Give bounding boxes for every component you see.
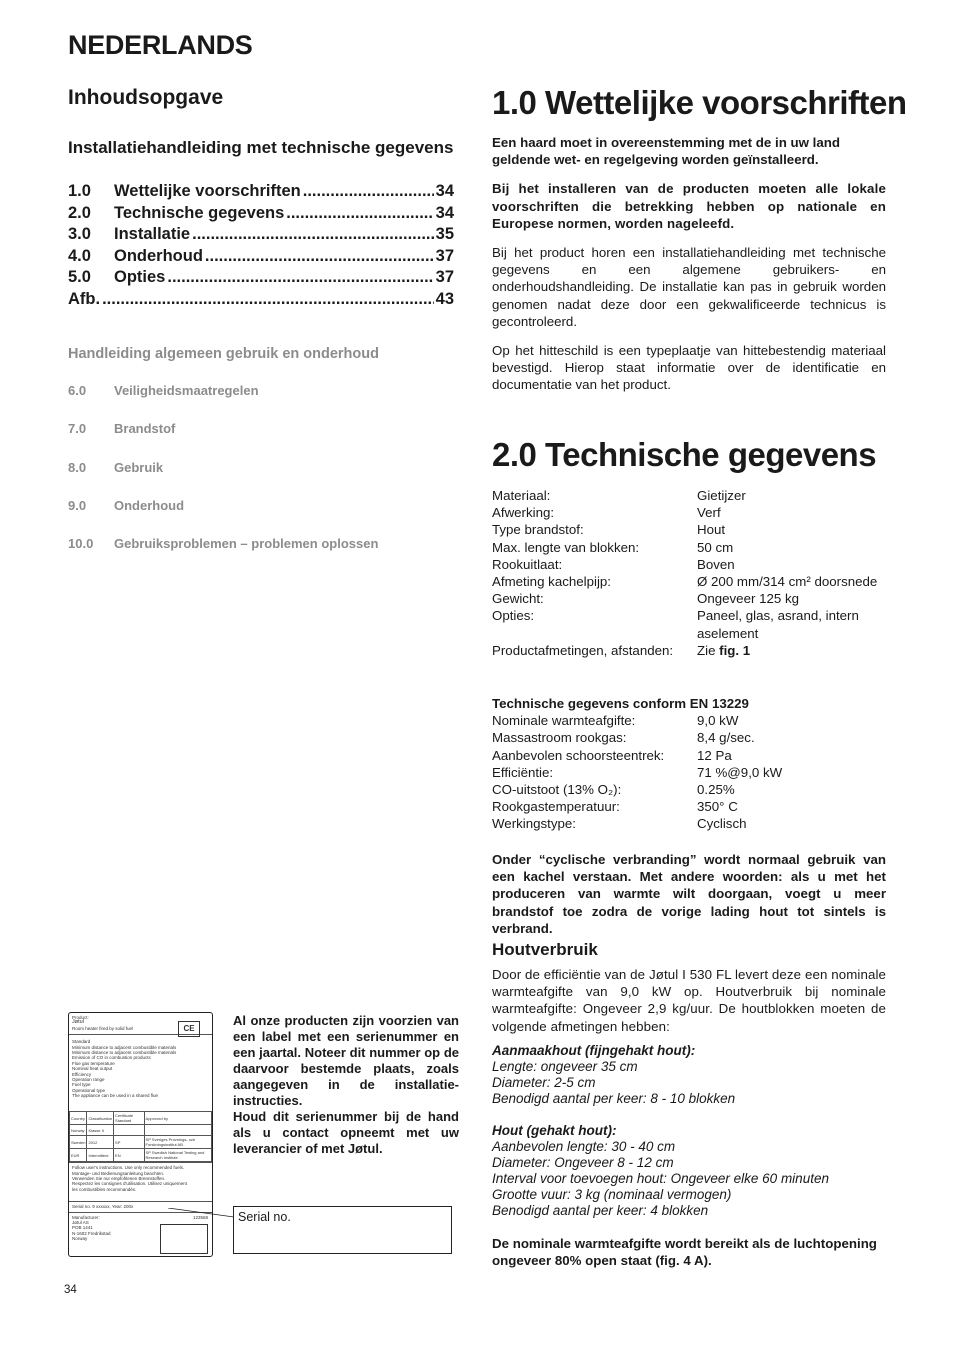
label-standards: Standard Minimum distance to adjacent combustible materials Minimum distance to adjacent combustible materials Emission of CO in combustion products Flue gas temperature Nominal heat output Efficiency Operation range Fuel type Operational type The appliance can be used in a shared flue (69, 1034, 212, 1111)
wood-line: Diameter: Ongeveer 8 - 12 cm (492, 1155, 674, 1170)
toc-item-num: 1.0 (68, 182, 91, 200)
spec-row: Efficiëntie: 71 %@9,0 kW (492, 764, 783, 780)
toc-item[interactable] (68, 247, 454, 269)
toc-list (68, 182, 454, 311)
spec-row: Massastroom rookgas: 8,4 g/sec. (492, 730, 755, 746)
section1-p2: Bij het installeren van de producten moeten alle lokale voorschriften die betrekking hebben op nationale en Europese normen, worden nageleefd. (492, 181, 886, 231)
general-toc-item[interactable] (68, 460, 378, 498)
toc-item-num: 2.0 (68, 203, 91, 222)
wood-line: Benodigd aantal per keer: 4 blokken (492, 1203, 709, 1218)
section1-p3: Bij het product horen een installatiehandleiding met technische gegevens en een algemene gebruikers- en onderhoudshandleiding. De installatie kan pas in gebruik worden genomen nadat deze door een gekwalificeerde technicus is gecontroleerd. (492, 245, 886, 329)
kindling-line: Diameter: 2-5 cm (492, 1075, 596, 1090)
language-heading: NEDERLANDS (68, 30, 253, 60)
general-toc-title: Veiligheidsmaatregelen (114, 383, 259, 398)
section2-title: 2.0 Technische gegevens (492, 436, 877, 473)
general-toc-item[interactable] (68, 498, 378, 536)
general-toc-num: 7.0 (68, 421, 87, 437)
spec-row: Rookuitlaat: Boven (492, 556, 735, 572)
wood-line: Aanbevolen lengte: 30 - 40 cm (492, 1139, 676, 1154)
wood-block (492, 1123, 886, 1219)
wood-line: Interval voor toevoegen hout: Ongeveer elke 60 minuten (492, 1171, 829, 1186)
serial-info-text: Al onze producten zijn voorzien van een label met een serienummer en een jaartal. Noteer dit nummer op de daarvoor bestemde plaats, zoals aangegeven in de installatie-instructies. Houd dit serienummer bij de hand als u contact opneemt met uw leverancier of met Jøtul. (233, 1013, 459, 1156)
spec-row: Nominale warmteafgifte: 9,0 kW (492, 713, 739, 729)
toc-item-page: 37 (435, 246, 454, 265)
label-inner-box (160, 1224, 208, 1254)
houtverbruik-intro: Door de efficiëntie van de Jøtul I 530 FL levert deze een nominale warmteafgifte van 9,0 kW op. Houtverbruik bij nominale warmteafgifte: Ongeveer 2,9 kg/uur. De houtblokken moeten de volgende afmetingen hebben: (492, 967, 886, 1034)
toc-item[interactable] (68, 268, 454, 290)
spec-row: Materiaal: Gietijzer (492, 488, 746, 503)
kindling-line: Lengte: ongeveer 35 cm (492, 1059, 638, 1074)
toc-item-afb[interactable] (68, 290, 454, 312)
general-toc-num: 6.0 (68, 383, 87, 398)
wood-line: Grootte vuur: 3 kg (nominaal vermogen) (492, 1187, 732, 1202)
toc-item-num: 3.0 (68, 225, 91, 243)
general-toc-list (68, 383, 378, 574)
spec-row: Opties: Paneel, glas, asrand, intern aselement (492, 608, 859, 641)
general-toc-num: 9.0 (68, 497, 87, 513)
toc-item-page: 43 (435, 289, 454, 308)
general-toc-num: 10.0 (68, 536, 94, 552)
cyclic-note: Onder “cyclische verbranding” wordt normaal gebruik van een kachel verstaan. Met andere woorden: als u met het produceren van warmte wilt doorgaan, voegt u meer brandstof toe zodra de vorige lading hout tot sintels is verbrand. (492, 852, 886, 936)
kindling-block (492, 1043, 886, 1107)
figure-ref[interactable]: fig. 1 (719, 642, 751, 658)
wood-title: Hout (gehakt hout): (492, 1123, 617, 1138)
toc-item-num: 5.0 (68, 268, 91, 286)
section1-p4: Op het hitteschild is een typeplaatje van hittebestendig materiaal bevestigd. Hierop staat informatie over de identificatie en documentatie van het product. (492, 343, 886, 393)
serial-box-label: Serial no. (238, 1210, 291, 1224)
general-toc-item[interactable] (68, 536, 378, 574)
label-manufacturer: 123568 Manufacturer: Jøtul AS POB 1441 N-1602 Fredrikstad Norway (69, 1212, 212, 1255)
spec-row: Productafmetingen, afstanden: Zie fig. 1 (492, 642, 751, 658)
toc-item-title: Installatie (114, 225, 191, 243)
spec-row: Aanbevolen schoorsteentrek: 12 Pa (492, 747, 732, 763)
general-toc-item[interactable] (68, 421, 378, 459)
spec-table (492, 487, 886, 659)
spec-row: CO-uitstoot (13% O₂): 0.25% (492, 782, 735, 798)
toc-item-title: Onderhoud (114, 246, 203, 265)
spec-row: Werkingstype: Cyclisch (492, 816, 747, 832)
toc-item-page: 34 (435, 203, 454, 222)
general-toc-title: Gebruik (114, 459, 164, 475)
ce-mark: CE (178, 1021, 200, 1037)
toc-heading: Inhoudsopgave (68, 86, 224, 109)
toc-item-title: Opties (114, 268, 166, 286)
section1-title: 1.0 Wettelijke voorschriften (492, 84, 907, 121)
product-label-image: Product: Jøtul Room heater fired by solid fuel CE Standard Minimum distance to adjacent combustible materials Minimum distance to adjacent combustible materials Emission of CO in combustion products Flue gas temperature Nominal heat output Efficiency Operation range Fuel type Operational type The appliance can be used in a shared flue Country Classification Certificate Standard Approved by Norway Klasse II Sweden 2012 SP SP Sveriges Provnings- och Forskningsinstitut AB EUR Intermittent EN SP Swedish National Testing and Research Institute Follow user's instructions. Use only recommended fuels. Montage- und Bedienungsanleitung beachten. Verwenden Sie nur empfohlenen Brennstoffen. Respectez les consignes d'utilisation. Utilisez uniquement les combustibles recommandés. Serial no. 9 xxxxxx, Year: 200x 123568 Manufacturer: Jøtul AS POB 1441 N-1602 Fredrikstad Norway (68, 1012, 213, 1257)
toc-item-title: Afb. (68, 289, 101, 308)
houtverbruik-heading: Houtverbruik (492, 940, 598, 959)
general-manual-heading: Handleiding algemeen gebruik en onderhoud (68, 346, 379, 362)
kindling-line: Benodigd aantal per keer: 8 - 10 blokken (492, 1091, 736, 1106)
label-table: Country Classification Certificate Standard Approved by Norway Klasse II Sweden 2012 SP SP Sveriges Provnings- och Forskningsinstitut AB EUR Intermittent EN SP Swedish National Testing and Research Institute (69, 1111, 212, 1162)
spec-row: Afwerking: Verf (492, 505, 721, 521)
toc-item-page: 37 (435, 268, 454, 286)
serial-number-box (233, 1206, 452, 1254)
toc-item-page: 34 (435, 182, 454, 200)
toc-item[interactable] (68, 182, 454, 204)
spec-row: Afmeting kachelpijp: Ø 200 mm/314 cm² doorsnede (492, 574, 878, 590)
general-toc-title: Gebruiksproblemen – problemen oplossen (114, 536, 379, 552)
en-spec-table (492, 695, 886, 833)
toc-item-title: Technische gegevens (114, 203, 285, 222)
toc-item-page: 35 (435, 225, 454, 243)
general-toc-item[interactable] (68, 383, 378, 421)
general-toc-title: Brandstof (114, 421, 176, 437)
toc-subheading: Installatiehandleiding met technische gegevens (68, 138, 454, 157)
serial-pointer-line (168, 1208, 238, 1219)
label-instructions: Follow user's instructions. Use only recommended fuels. Montage- und Bedienungsanleitung beachten. Verwenden Sie nur empfohlenen Brennstoffen. Respectez les consignes d'utilisation. Utilisez uniquement les combustibles recommandés. (69, 1162, 212, 1201)
kindling-title: Aanmaakhout (fijngehakt hout): (492, 1043, 696, 1058)
en-spec-heading: Technische gegevens conform EN 13229 (492, 696, 749, 711)
label-serial: Serial no. 9 xxxxxx, Year: 200x (69, 1201, 212, 1211)
general-toc-title: Onderhoud (114, 497, 185, 513)
spec-row: Gewicht: Ongeveer 125 kg (492, 591, 800, 607)
page-number: 34 (64, 1284, 77, 1296)
toc-item-title: Wettelijke voorschriften (114, 182, 301, 200)
spec-row: Max. lengte van blokken: 50 cm (492, 539, 734, 555)
spec-row: Type brandstof: Hout (492, 522, 726, 538)
final-note: De nominale warmteafgifte wordt bereikt als de luchtopening ongeveer 80% open staat (fig. 4 A). (492, 1236, 877, 1269)
general-toc-num: 8.0 (68, 459, 87, 475)
toc-item-num: 4.0 (68, 246, 91, 265)
section1-p1: Een haard moet in overeenstemming met de in uw land geldende wet- en regelgeving worden geïnstalleerd. (492, 135, 841, 168)
spec-row: Rookgastemperatuur: 350° C (492, 799, 738, 815)
toc-item[interactable] (68, 225, 454, 247)
section1-body (492, 134, 886, 394)
toc-item[interactable] (68, 204, 454, 226)
